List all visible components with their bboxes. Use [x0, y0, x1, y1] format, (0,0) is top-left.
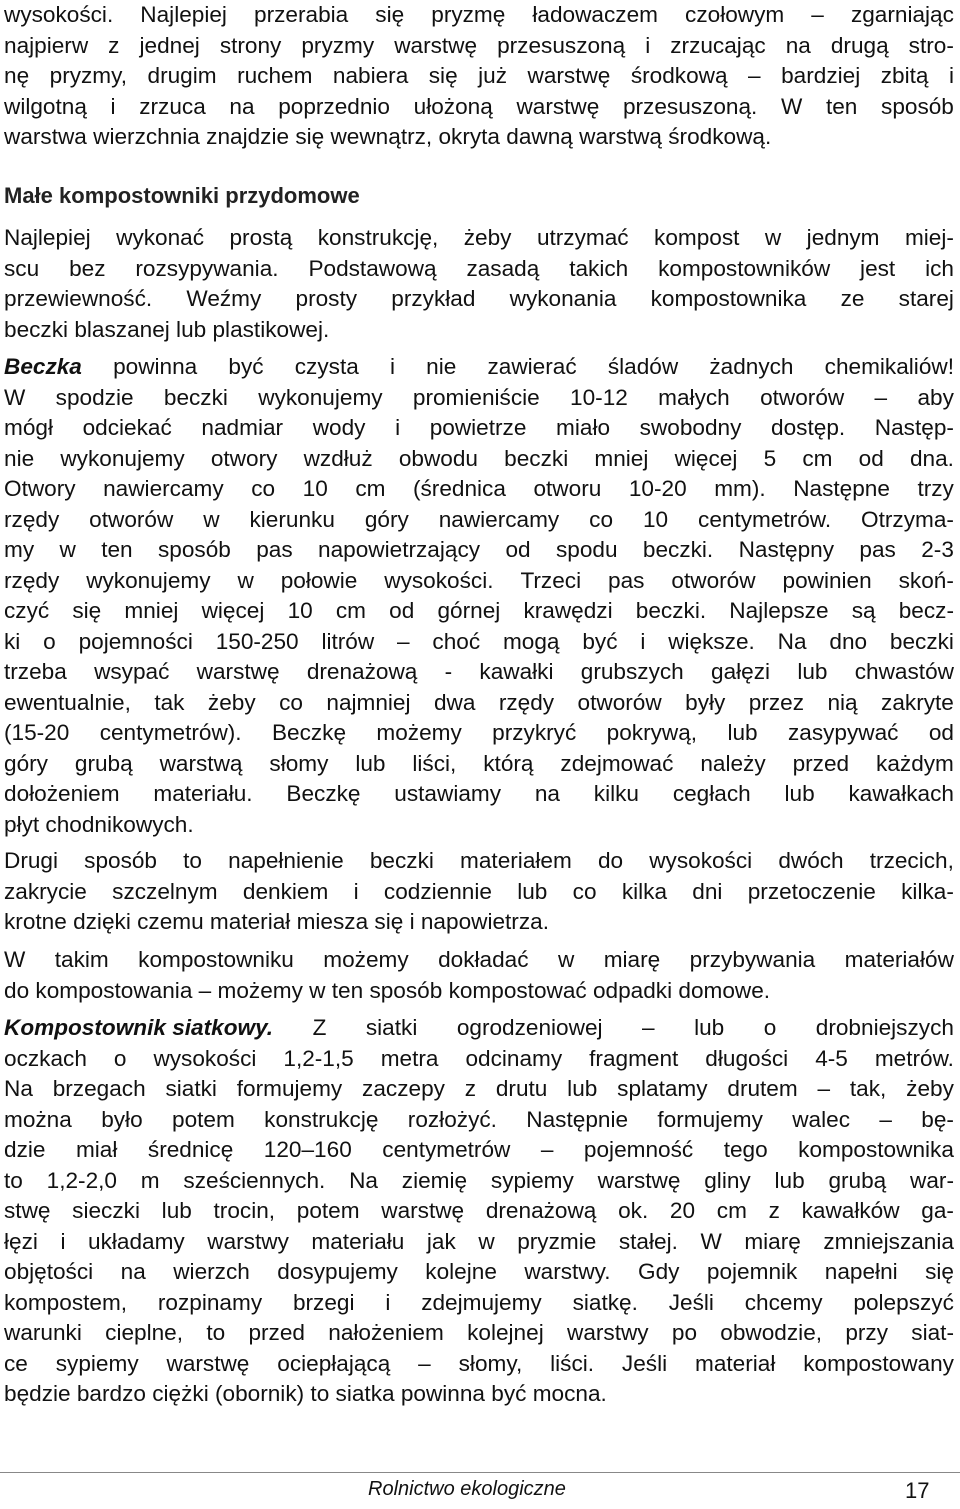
text-line: nę pryzmy, drugim ruchem nabiera się już warstwę środkową – bardziej zbitą i — [4, 63, 954, 88]
text-line: najpierw z jednej strony pryzmy warstwę przesuszoną i zrzucając na drugą stro- — [4, 32, 954, 58]
text-line: rzędy otworów w kierunku góry nawiercamy co 10 centymetrów. Otrzyma- — [4, 506, 954, 532]
text-line: wilgotną i zrzuca na poprzednio ułożoną warstwę przesuszoną. W ten sposób — [4, 93, 954, 119]
text-line: Drugi sposób to napełnienie beczki materiałem do wysokości dwóch trzecich, — [4, 848, 954, 873]
page-number: 17 — [905, 1478, 930, 1503]
text-line: góry grubą warstwą słomy lub liści, którą zdejmować należy przed każdym — [4, 750, 954, 776]
paragraph — [4, 945, 954, 1006]
text-line: objętości na wierzch dosypujemy kolejne warstwy. Gdy pojemnik napełni się — [4, 1259, 954, 1284]
text-line: (15-20 centymetrów). Beczkę możemy przykryć pokrywą, lub zasypywać od — [4, 720, 954, 745]
text-line: W spodzie beczki wykonujemy promieniście 10-12 małych otworów – aby — [4, 384, 954, 410]
text-line: będzie bardzo ciężki (obornik) to siatka powinna być mocna. — [4, 1381, 607, 1406]
text-line: oczkach o wysokości 1,2-1,5 metra odcinamy fragment długości 4-5 metrów. — [4, 1045, 954, 1071]
text-line: Kompostownik siatkowy. Z siatki ogrodzeniowej – lub o drobniejszych — [4, 1013, 954, 1044]
bold-lead-term: Beczka — [4, 354, 82, 379]
text-line: czyć się mniej więcej 10 cm od górnej krawędzi beczki. Najlepsze są becz- — [4, 598, 954, 623]
bold-lead-term: Kompostownik siatkowy. — [4, 1015, 274, 1040]
paragraph — [4, 352, 954, 840]
text-line: ce sypiemy warstwę ociepłającą – słomy, liści. Jeśli materiał kompostowany — [4, 1350, 954, 1376]
text-line: Na brzegach siatki formujemy zaczepy z drutu lub splatamy drutem – tak, żeby — [4, 1076, 954, 1101]
text-line: wysokości. Najlepiej przerabia się pryzmę ładowaczem czołowym – zgarniając — [4, 2, 954, 27]
text-line: beczki blaszanej lub plastikowej. — [4, 316, 330, 342]
text-line: można było potem konstrukcję rozłożyć. Następnie formujemy walec – bę- — [4, 1106, 954, 1132]
text-line: nie wykonujemy otwory wzdłuż obwodu beczki mniej więcej 5 cm od dna. — [4, 445, 954, 471]
text-line: to 1,2-2,0 m sześciennych. Na ziemię sypiemy warstwę gliny lub grubą war- — [4, 1167, 954, 1193]
text-line: do kompostowania – możemy w ten sposób kompostować odpadki domowe. — [4, 977, 771, 1003]
text-line: krotne dzięki czemu materiał miesza się i napowietrza. — [4, 909, 549, 934]
text-line: warunki cieplne, to przed nałożeniem kolejnej warstwy po obwodzie, przy siat- — [4, 1320, 954, 1345]
text-line: łęzi i układamy warstwy materiału jak w pryzmie stałej. W miarę zmniejszania — [4, 1228, 954, 1254]
text-line: dzie miał średnicę 120–160 centymetrów – pojemność tego kompostownika — [4, 1137, 954, 1162]
text-line: W takim kompostowniku możemy dokładać w miarę przybywania materiałów — [4, 947, 954, 972]
text-line: dołożeniem materiału. Beczkę ustawiamy na kilku cegłach lub kawałkach — [4, 781, 954, 806]
text-line: stwę sieczki lub trocin, potem warstwę drenażową ok. 20 cm z kawałków ga- — [4, 1198, 954, 1223]
text-line: zakrycie szczelnym denkiem i codziennie lub co kilka dni przetoczenie kilka- — [4, 878, 954, 904]
section-heading: Małe kompostowniki przydomowe — [4, 183, 360, 208]
text-line: ewentualnie, tak żeby co najmniej dwa rzędy otworów były przez nią zakryte — [4, 689, 954, 715]
text-line: trzeba wsypać warstwę drenażową - kawałki grubszych gałęzi lub chwastów — [4, 659, 954, 684]
text-line: przewiewność. Weźmy prosty przykład wykonania kompostownika ze starej — [4, 286, 954, 311]
text-line: płyt chodnikowych. — [4, 811, 194, 837]
paragraph — [4, 223, 954, 345]
text-line: Beczka powinna być czysta i nie zawierać śladów żadnych chemikaliów! — [4, 352, 954, 383]
footer-divider — [0, 1472, 960, 1473]
text-line: ki o pojemności 150-250 litrów – choć mogą być i większe. Na dno beczki — [4, 628, 954, 654]
text-line: scu bez rozsypywania. Podstawową zasadą takich kompostowników jest ich — [4, 255, 954, 281]
footer-publication-title: Rolnictwo ekologiczne — [368, 1478, 566, 1500]
text-line: kompostem, rozpinamy brzegi i zdejmujemy siatkę. Jeśli chcemy polepszyć — [4, 1289, 954, 1315]
text-line: mógł odciekać nadmiar wody i powietrze miało swobodny dostęp. Następ- — [4, 415, 954, 440]
paragraph — [4, 1013, 954, 1410]
paragraph — [4, 846, 954, 938]
text-line: Najlepiej wykonać prostą konstrukcję, żeby utrzymać kompost w jednym miej- — [4, 225, 954, 250]
text-line: warstwa wierzchnia znajdzie się wewnątrz, okryta dawną warstwą środkową. — [4, 124, 772, 149]
text-line: rzędy wykonujemy w połowie wysokości. Trzeci pas otworów powinien skoń- — [4, 567, 954, 593]
paragraph — [4, 0, 954, 153]
text-line: Otwory nawiercamy co 10 cm (średnica otworu 10-20 mm). Następne trzy — [4, 476, 954, 501]
text-line: my w ten sposób pas napowietrzający od spodu beczki. Następny pas 2-3 — [4, 537, 954, 562]
